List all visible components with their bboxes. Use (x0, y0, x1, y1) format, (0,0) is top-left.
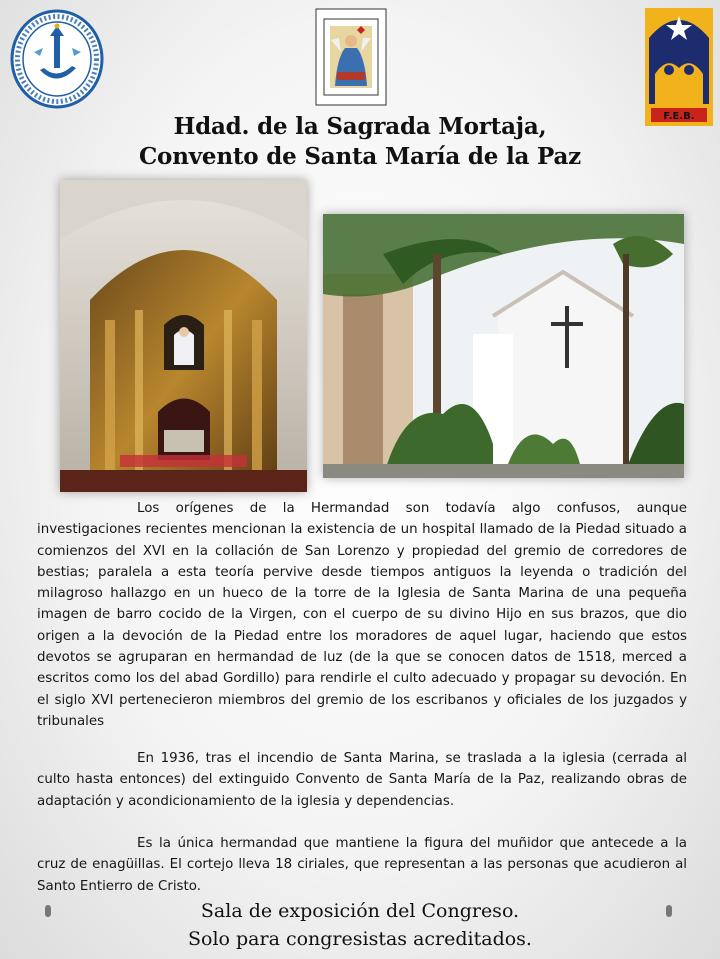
procession-paragraph: Es la única hermandad que mantiene la figura del muñidor que antecede a la cruz de enagüillas. El cortejo lleva 18 ciriales, que representan a las personas que acudieron al Santo Entierro de Cristo. (37, 836, 687, 894)
footer-line-2: Solo para congresistas acreditados. (188, 928, 532, 950)
feb-logo-text: F.E.B. (663, 111, 695, 122)
footer-line-1: Sala de exposición del Congreso. (200, 900, 520, 922)
altarpiece-photo (60, 180, 307, 492)
association-seal-logo (315, 8, 387, 106)
page-title-line-2: Convento de Santa María de la Paz (138, 143, 582, 170)
circular-seal-logo (10, 8, 104, 110)
feb-shield-logo (645, 8, 713, 126)
congress-seal-logo (10, 8, 104, 110)
relocation-paragraph: En 1936, tras el incendio de Santa Marina, se traslada a la iglesia (cerrada al culto hasta entonces) del extinguido Convento de Santa María de la Paz, realizando obras de adaptación y acondicionamiento de la iglesia y dependencias. (37, 751, 687, 809)
history-paragraph: Los orígenes de la Hermandad son todavía algo confusos, aunque investigaciones recientes mencionan la existencia de un hospital llamado de la Piedad situado a comienzos del XVI en la collación de San Lorenzo y propiedad del gremio de corredores de bestias; paralela a esta teoría pervive desde tiempos antiguos la leyenda o tradición del milagroso hallazgo en un hueco de la torre de la Iglesia de Santa Marina de una pequeña imagen de barro cocido de la Virgen, con el cuerpo de su divino Hijo en sus brazos, que dio origen a la devoción de la Piedad entre los moradores de aquel lugar, haciendo que estos devotos se agruparan en hermandad de luz (de la que se conocen datos de 1518, merced a escritos como los del abad Gordillo) para rendirle el culto adecuado y propagar su devoción. En el siglo XVI pertenecieron miembros del gremio de los escribanos y oficiales de los juzgados y tribunales (37, 501, 687, 729)
feb-logo (645, 8, 713, 126)
page-title-line-1: Hdad. de la Sagrada Mortaja, (173, 113, 547, 140)
square-association-seal (315, 8, 387, 106)
convent-courtyard-photo (323, 214, 684, 478)
